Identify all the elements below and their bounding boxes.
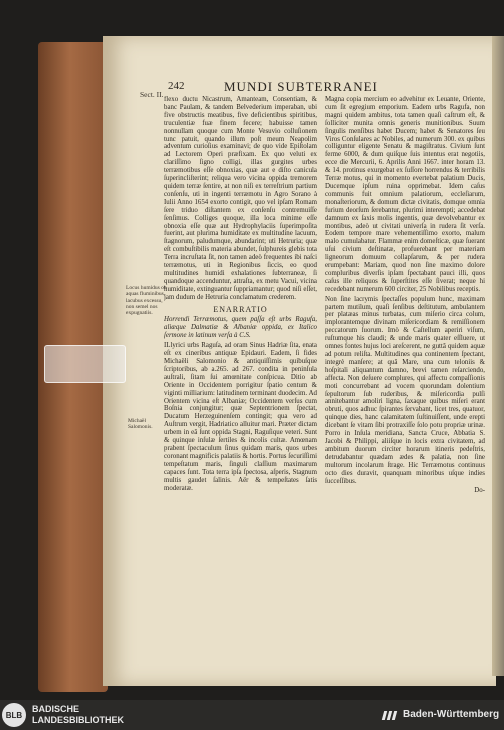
state-lion-icon bbox=[381, 708, 397, 722]
page-number: 242 bbox=[168, 80, 185, 92]
library-name-line-1: BADISCHE bbox=[32, 704, 80, 714]
library-name[interactable] bbox=[32, 704, 124, 726]
page-header bbox=[168, 80, 498, 96]
facing-page-edge bbox=[492, 36, 504, 676]
section-heading: ENARRATIO bbox=[213, 304, 268, 314]
running-title: MUNDI SUBTERRANEI bbox=[224, 79, 378, 94]
paragraph: Non ſine lacrymis ſpectaſſes populum hunc, maximam partem mutilum, quaſi ſenſibus deſtitutum, ambulantem per platæas minus turbatas, cum miſerio circa colum, implorantemque divinam miſericordiam & remiſſionem peccatorum ſuorum. Imò & Caſtellum aperiri viſum, ruſtumque his claudi; & unde maris quater eſſluere, ut omnes fontes hujus loci areſcerent, ne guttâ quidem aquæ ad potum reliſta. Multitudines qua continentem ſpectant, integrè manſere; at quâ Mare, una cum teloniis & hoſpitali aliquantum damno, brevi tamen reſarciendo, affecta. Non deſuere complures, qui affectu compaſſionis moti concurrebant ad vocem quorundam dolentium ſepultorum ſub ruderibus, & miſericordia pulſi annitebantur amoliri ligna, ſaxaque quibus miſeri erant obruti, quos adhuc ſpirantes ſervabant, licet tres, quatuor, quinque dies, hanc calamitatem ſuſtinuiſſent, unde erepti dicebant ſe vitam ſibi protraxiſſe ſolo potu propriæ urinæ. Porro in Inſula meridiana, Sancta Cruce, Abbatia S. Jacobi & Philippi, aliiſque in locis extra civitatem, ad ambitum duorum circiter horarum itineris pedeſtris, detrudabantur quædam ædes & palatia, non ſine multorum incolarum ſtrage. Hic Terræmotus continuus octo dies duravit, quanquam minoribus uſque indies ſucceſſibus. bbox=[325, 295, 485, 485]
heading-subtitle: Horrendi Terræmotus, quem paſſa eſt urbs Ragufa, aliæque Dalmatiæ & Albaniæ oppida, ex Italico ſermone in latinum verſa à C.S. bbox=[164, 316, 317, 340]
right-column bbox=[325, 96, 485, 690]
paragraph: flexo ductu Nicastrum, Amanteam, Consentiam, & banc Paulam, & tandem Belvederium imperaban, ubi five obstructis meatibus, five deficientibus spiritibus, truculentiæ fuæ finem fecere; habuisse tamen nonnullam quoque cum Monte Vesuvio colluſionem tunc patuit, quando illum poſt meum Neapolim adventum curioſius examinavi; de quo vide Epiſtolam ad Lectorem Operi præfixam. Ex quo veluti ex clariſſimo ſigno colligi, illas gurgites urbes terræmotibus eſſe obnoxias, quæ aut e diſto canicula ſuperincliſterint; reliqua vero vicina oppida tremorem quidem terræ ſentire, at non niſi ex terreſtrium partium conſenſu, uti in ingenti terræmotu in Agro Sorano à Iulii Anno 1654 exorto contigit, quo vel ipſam Romam ſere triduo diſtantem ex conſenſu contremuiſſe ſenſimus. Colliges quoque, illa loca minime eſſe obnoxia eſſe quæ aut Hydrophylaciis ſuperimpoſita fuerint, aut plurima humiditate ex multitudine lacuum, ſtagnorum, paludumque, abundarint; uti Hetruria; quæ eſt combuſtibilis materia abundet, ſulphureis glebis tota Terra incruſtata ſit, non tamen adeò frequentes ibi naſci terræmotus, uti in Regionibus ſiccis, eo quod multitudines humidi exhalationes ſubterraneæ, ſi quandoque accenduntur, attraſta, ex metu Vacui, vicina humiditate, extinguantur ſuppriamantur; quod niſi eſſet, jam dudum de Hetruria conclamatum crederem. bbox=[164, 96, 317, 301]
margin-note: Locus humidus ob aquas fluminibus, lacubus excessu, non semel nos expugnatiis. bbox=[126, 285, 167, 317]
left-column bbox=[164, 96, 317, 690]
margin-note: Michaël Salomonis. bbox=[128, 418, 153, 431]
catchword: Do- bbox=[474, 487, 485, 495]
selection-overlay[interactable] bbox=[44, 345, 126, 383]
paragraph: ILlyrici urbs Raguſa, ad oram Sinus Hadriæ ſita, enata eſt ex cineribus antiquæ Epidauri. Eadem, ſi fides Michaëli Salomonio & antiquiſſimis quibuſque ſcriptoribus, ab a.265. ad 267. condita in peninſula auſtrali, ſitam ſui amœnitate conſpicua. Ditio ab Oriente in Occidentem porrigitur ſpatio centum & viginti milliarium: latitudinem terminant duodecim. Ad Orientem vicina eſt Albaniæ; Occidentem verſus cum Boſnia conjungitur; quæ Septentrionem ſpectat, Ducatum Herzeguinenſem contingit; qua vero ad Auſtrum vergit, Hadriatico alluitur mari. Præter dictam urbem in eâ ſunt oppida Stagni, Raguſique veteri. Sunt & quinque inſulæ ſertiles & incolis cultæ. Amœnam prabent ſpectaculum ſinus quidam maris, quos urbes coronant magnificis palatiis & hortis. Portus ſecuriſſimi tempeſtatum maris, ſinguli claſſium maximarum capaces ſunt. Tota terra ipſa ſpectosa, aſperis, Stagnum multis gaudet ſalinis. Aër & tempeſtates ſatis moderatæ. bbox=[164, 342, 317, 492]
footer-bar bbox=[0, 700, 504, 730]
section-marker: Sect. II. bbox=[140, 90, 164, 99]
blb-logo-icon[interactable]: BLB bbox=[2, 703, 26, 727]
library-name-line-2: LANDESBIBLIOTHEK bbox=[32, 715, 124, 725]
paragraph: Magna copia mercium eo advehitur ex Leuante, Oriente, cum ſit egregium emporium. Eadem urbs Ragufa, non magni quidem ambitus, tota tamen quaſi caſtrum eſt, & ſolliciter munita omnis generis munitionibus. Suum ſingulis menſibus habet Ducem; habet & Senatores ſeu Viros Conſulares ac Nobiles, ad numerum 300. ex quibus colliguntur eligente Senatu & magiſtratus. Civium ſunt ferme 6000, & dum quiſque ſuis intentus erat negotiis, ecce die Mercurii, 6. Aprilis Anni 1667. inter horam 13. & 14. protinus exurgebat ex ſuſſore horrendus & terribilis Terræ motus, qui in momento evertebat palatium Ducis, Ducemque ipſum ruina opprimebat. Idem caſus communis fuit omnium palatiorum, eccleſiarum, monaſteriorum, & domum dictæ civitatis, domque omnia furium deorſum ſerebantur, plurimi interempti; accedebat damnum ex ſaxis molis ingentis, quæ devolvebantur ex montibus, adeò ut civitati univerſa in rudera ſit verſa. Eodem tempore mare vehementiſſimo exorto, malum malo cumulabatur. Flammæ enim domeſticæ, quæ ſuerant uſui civium deſtinatæ, profuerebant per materiam ligneorum domuum collapſarum, & per rudera erumpebant: Mariam, quod non ſine maximo dolore compluribus diverſis ipſam ſpectabant pauci illi, quos caſus ille reliquos & ſuperſtites eſſe ſiverat; neque hi recedebant numerum 600 circiter, 25 Nobilibus receptis. bbox=[325, 96, 485, 293]
state-name[interactable]: Baden-Württemberg bbox=[403, 709, 500, 720]
